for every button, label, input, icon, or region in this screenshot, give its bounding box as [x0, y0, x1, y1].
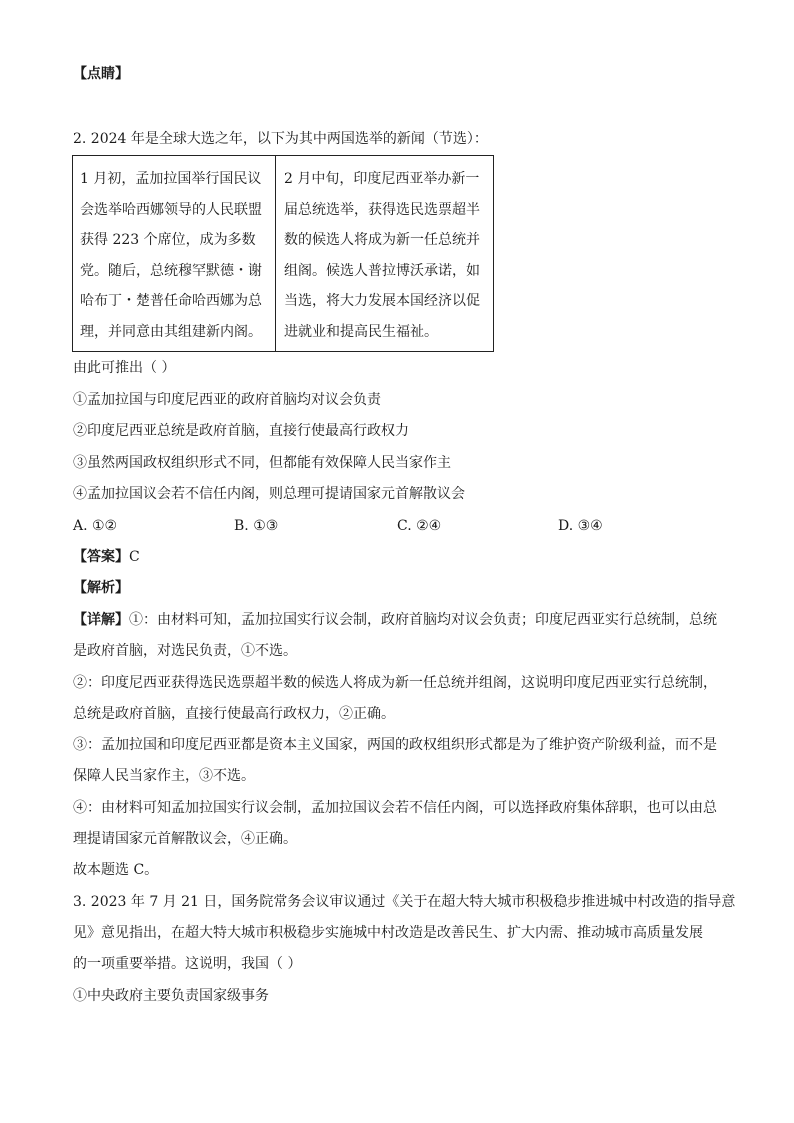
q3-line-1: 3. 2023 年 7 月 21 日，国务院常务会议审议通过《关于在超大特大城市积极稳步推进城中村改造的指导意: [73, 894, 736, 910]
analysis-heading: 【解析】: [73, 580, 129, 596]
q3-line-2: 见》意见指出，在超大特大城市积极稳步实施城中村改造是改善民生、扩大内需、推动城市高质量发展: [73, 925, 703, 941]
detail-line-5: ③：孟加拉国和印度尼西亚都是资本主义国家，两国的政权组织形式都是为了维护资产阶级利益，而不是: [73, 737, 717, 753]
q2-stem: 2. 2024 年是全球大选之年，以下为其中两国选举的新闻（节选）：: [73, 131, 488, 147]
answer-value: C: [129, 549, 140, 565]
detail-line-3: ②：印度尼西亚获得选民选票超半数的候选人将成为新一任总统并组阁，这说明印度尼西亚实行总统制，: [73, 675, 717, 691]
answer-line: [73, 547, 140, 567]
q2-prompt: 由此可推出（ ）: [73, 360, 176, 376]
answer-label: 【答案】: [73, 549, 129, 565]
detail-line-2: 是政府首脑，对选民负责，①不选。: [73, 643, 297, 659]
detail-line-4: 总统是政府首脑，直接行使最高行政权力，②正确。: [73, 706, 395, 722]
news-table: [72, 155, 494, 352]
detail-line-6: 保障人民当家作主，③不选。: [73, 768, 255, 784]
option-d: D. ③④: [558, 518, 603, 534]
conclusion: 故本题选 C。: [73, 862, 159, 878]
option-b: B. ①③: [234, 518, 279, 534]
news-cell-bangladesh: 1 月初，孟加拉国举行国民议会选举哈西娜领导的人民联盟获得 223 个席位，成为多数党。随后，总统穆罕默德・谢哈布丁・楚普任命哈西娜为总理，并同意由其组建新内阁。: [73, 156, 276, 351]
detail-line-8: 理提请国家元首解散议会，④正确。: [73, 831, 297, 847]
q3-statement-1: ①中央政府主要负责国家级事务: [73, 988, 269, 1004]
detail-line-1: [73, 610, 717, 630]
detail-line-7: ④：由材料可知孟加拉国实行议会制，孟加拉国议会若不信任内阁，可以选择政府集体辞职，也可以由总: [73, 800, 717, 816]
detail-text-1: ①：由材料可知，孟加拉国实行议会制，政府首脑均对议会负责；印度尼西亚实行总统制，总统: [129, 612, 717, 628]
dianjing-heading: 【点睛】: [73, 66, 129, 82]
q2-statement-1: ①孟加拉国与印度尼西亚的政府首脑均对议会负责: [73, 392, 381, 408]
news-cell-indonesia: 2 月中旬，印度尼西亚举办新一届总统选举，获得选民选票超半数的候选人将成为新一任总统并组阁。候选人普拉博沃承诺，如当选，将大力发展本国经济以促进就业和提高民生福祉。: [284, 171, 480, 340]
q3-line-3: 的一项重要举措。这说明，我国（ ）: [73, 956, 302, 972]
detail-label: 【详解】: [73, 612, 129, 628]
option-a: A. ①②: [73, 518, 118, 534]
q2-statement-2: ②印度尼西亚总统是政府首脑，直接行使最高行政权力: [73, 423, 409, 439]
q2-statement-4: ④孟加拉国议会若不信任内阁，则总理可提请国家元首解散议会: [73, 486, 465, 502]
q2-statement-3: ③虽然两国政权组织形式不同，但都能有效保障人民当家作主: [73, 455, 451, 471]
option-c: C. ②④: [397, 518, 442, 534]
